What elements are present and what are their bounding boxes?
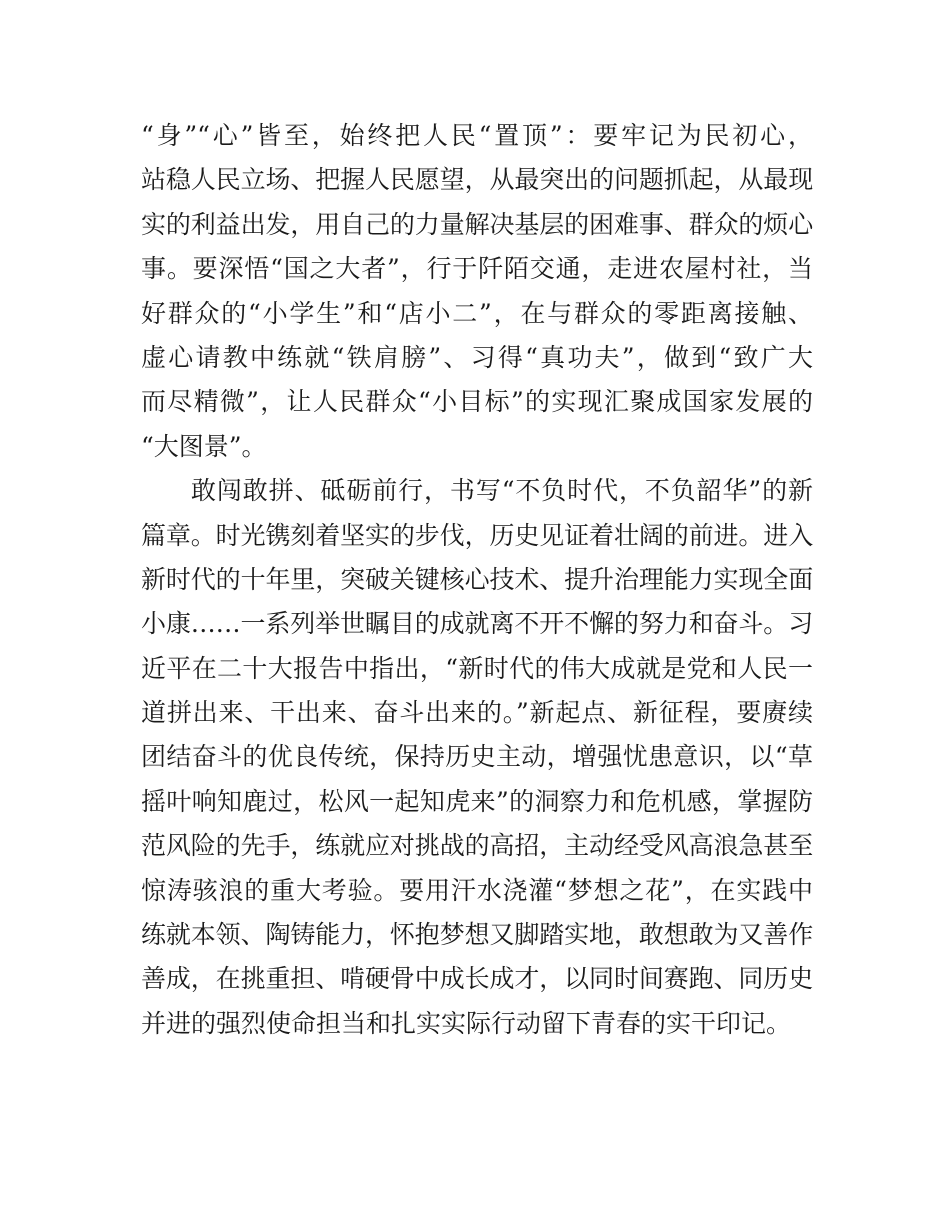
text-line: 事。要深悟“国之大者”，行于阡陌交通，走进农屋村社，当	[141, 254, 813, 284]
text-line: 而尽精微”，让人民群众“小目标”的实现汇聚成国家发展的	[141, 387, 813, 417]
document-body	[141, 114, 813, 1046]
paragraph-1	[141, 114, 813, 469]
text-line: 惊涛骇浪的重大考验。要用汗水浇灌“梦想之花”，在实践中	[141, 875, 813, 905]
text-line: 范风险的先手，练就应对挑战的高招，主动经受风高浪急甚至	[141, 831, 813, 861]
paragraph-2	[141, 469, 813, 1046]
text-line: 篇章。时光镌刻着坚实的步伐，历史见证着壮阔的前进。进入	[141, 520, 813, 550]
text-line: 并进的强烈使命担当和扎实实际行动留下青春的实干印记。	[141, 1008, 792, 1038]
text-line: 实的利益出发，用自己的力量解决基层的困难事、群众的烦心	[141, 209, 813, 239]
text-line: 练就本领、陶铸能力，怀抱梦想又脚踏实地，敢想敢为又善作	[141, 920, 813, 950]
text-line: “大图景”。	[141, 431, 267, 461]
text-line: 道拼出来、干出来、奋斗出来的。”新起点、新征程，要赓续	[141, 698, 813, 728]
text-line: 近平在二十大报告中指出，“新时代的伟大成就是党和人民一	[141, 653, 813, 683]
text-line: 团结奋斗的优良传统，保持历史主动，增强忧患意识，以“草	[141, 742, 813, 772]
text-line: 敢闯敢拼、砥砺前行，书写“不负时代，不负韶华”的新	[191, 476, 813, 506]
text-line: 小康……一系列举世瞩目的成就离不开不懈的努力和奋斗。习	[141, 609, 813, 639]
text-line: 新时代的十年里，突破关键核心技术、提升治理能力实现全面	[141, 564, 813, 594]
text-line: 善成，在挑重担、啃硬骨中成长成才，以同时间赛跑、同历史	[141, 964, 813, 994]
text-line: 好群众的“小学生”和“店小二”，在与群众的零距离接触、	[141, 298, 813, 328]
text-line: 站稳人民立场、把握人民愿望，从最突出的问题抓起，从最现	[141, 165, 813, 195]
text-line: 虚心请教中练就“铁肩膀”、习得“真功夫”，做到“致广大	[141, 342, 813, 372]
text-line: “身”“心”皆至，始终把人民“置顶”：要牢记为民初心，	[141, 121, 813, 150]
text-line: 摇叶响知鹿过，松风一起知虎来”的洞察力和危机感，掌握防	[141, 786, 813, 816]
